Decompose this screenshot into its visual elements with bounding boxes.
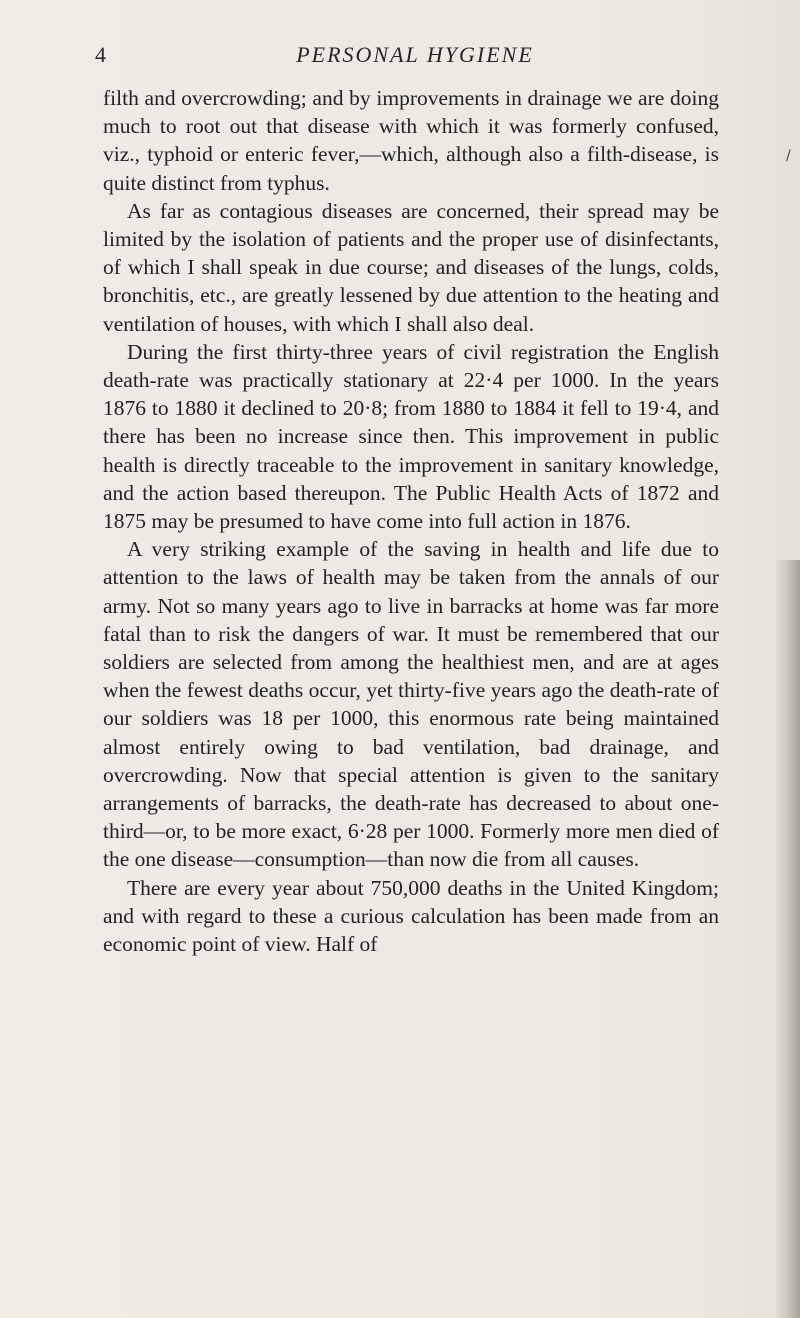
margin-mark: / [786,148,791,164]
paragraph-1: filth and overcrowding; and by improvements in drainage we are doing much to root out that disease with which it was formerly confused, viz., typhoid or enteric fever,—which, although also a filth-disease, is quite distinct from typhus. [103,86,719,195]
paragraph-4: A very striking example of the saving in health and life due to attention to the laws of health may be taken from the annals of our army. Not so many years ago to live in barracks at home was far more fatal than to risk the dangers of war. It must be remembered that our soldiers are selected from among the healthiest men, and are at ages when the fewest deaths occur, yet thirty-five years ago the death-rate of our soldiers was 18 per 1000, this enormous rate being maintained almost entirely owing to bad ventilation, bad drainage, and overcrowding. Now that special attention is given to the sanitary arrangements of barracks, the death-rate has decreased to about one-third—or, to be more exact, 6·28 per 1000. Formerly more men died of the one disease—consumption—than now die from all causes. [103,537,719,872]
running-title: PERSONAL HYGIENE [296,42,534,67]
paragraph-2: As far as contagious diseases are concerned, their spread may be limited by the isolation of patients and the proper use of disinfectants, of which I shall speak in due course; and diseases of the lungs, colds, bronchitis, etc., are greatly lessened by due attention to the heating and ventilation of houses, with which I shall also deal. [103,198,719,336]
paragraph-5: There are every year about 750,000 deaths in the United Kingdom; and with regard to these a curious calculation has been made from an economic point of view. Half of [103,875,719,957]
paragraph-3: During the first thirty-three years of civil registration the English death-rate was practically stationary at 22·4 per 1000. In the years 1876 to 1880 it declined to 20·8; from 1880 to 1884 it fell to 19·4, and there has been no increase since then. This improvement in public health is directly traceable to the improvement in sanitary knowledge, and the action based thereupon. The Public Health Acts of 1872 and 1875 may be presumed to have come into full action in 1876. [103,339,719,534]
body-text [103,84,719,958]
page-header [95,42,735,72]
page-edge-shadow [774,560,800,1318]
page-number: 4 [95,42,106,67]
